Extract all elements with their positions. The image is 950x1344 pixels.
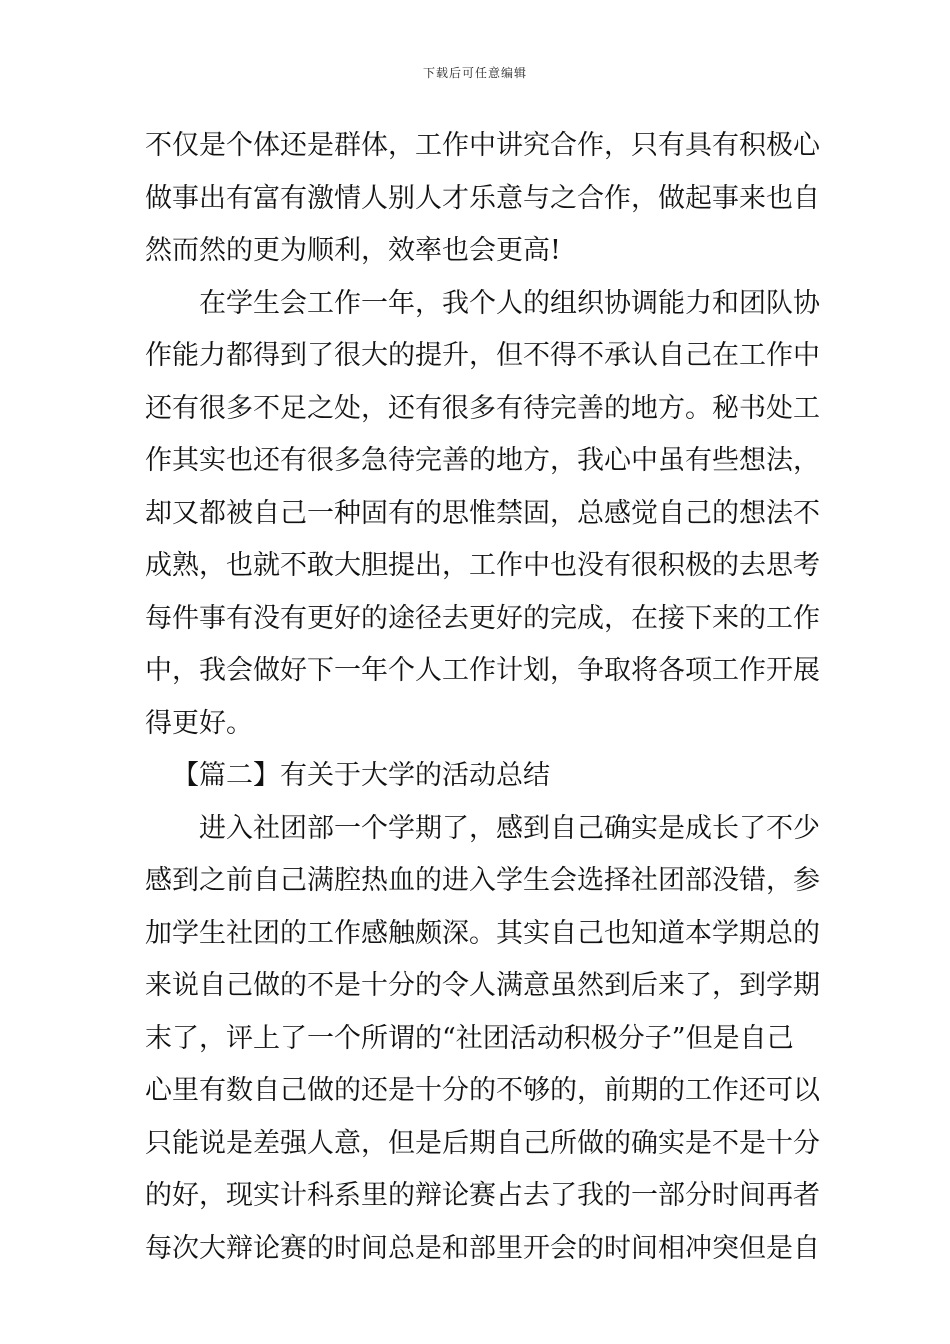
text-line: 成熟，也就不敢大胆提出，工作中也没有很积极的去思考 xyxy=(145,550,820,581)
text-line: 作能力都得到了很大的提升，但不得不承认自己在工作中 xyxy=(145,340,820,371)
text-line: 做事出有富有激情人别人才乐意与之合作，做起事来也自 xyxy=(145,182,820,214)
document-body xyxy=(145,120,820,1275)
text-line: 却又都被自己一种固有的思惟禁固，总感觉自己的想法不 xyxy=(145,497,820,529)
text-line: 得更好。 xyxy=(145,707,253,739)
section-heading: 【篇二】有关于大学的活动总结 xyxy=(172,760,550,791)
text-line: 中，我会做好下一年个人工作计划，争取将各项工作开展 xyxy=(145,655,820,686)
text-line: 只能说是差强人意，但是后期自己所做的确实是不是十分 xyxy=(145,1127,820,1159)
text-line: 末了，评上了一个所谓的“社团活动积极分子”但是自己 xyxy=(145,1022,794,1054)
text-line: 不仅是个体还是群体，工作中讲究合作，只有具有积极心 xyxy=(145,130,820,161)
text-line: 每件事有没有更好的途径去更好的完成，在接下来的工作 xyxy=(145,602,820,634)
text-line: 的好，现实计科系里的辩论赛占去了我的一部分时间再者 xyxy=(145,1180,820,1211)
text-line: 每次大辩论赛的时间总是和部里开会的时间相冲突但是自 xyxy=(145,1232,820,1264)
page-header: 下载后可任意编辑 xyxy=(422,66,527,80)
text-line: 进入社团部一个学期了，感到自己确实是成长了不少 xyxy=(199,812,820,844)
text-line: 还有很多不足之处，还有很多有待完善的地方。秘书处工 xyxy=(145,392,820,424)
text-line: 作其实也还有很多急待完善的地方，我心中虽有些想法， xyxy=(145,445,820,476)
text-line: 然而然的更为顺利，效率也会更高! xyxy=(145,235,561,266)
text-line: 感到之前自己满腔热血的进入学生会选择社团部没错，参 xyxy=(145,865,820,896)
text-line: 心里有数自己做的还是十分的不够的，前期的工作还可以 xyxy=(145,1075,820,1106)
text-line: 在学生会工作一年，我个人的组织协调能力和团队协 xyxy=(199,287,820,319)
text-line: 来说自己做的不是十分的令人满意虽然到后来了，到学期 xyxy=(145,970,820,1001)
text-line: 加学生社团的工作感触颇深。其实自己也知道本学期总的 xyxy=(145,917,820,949)
